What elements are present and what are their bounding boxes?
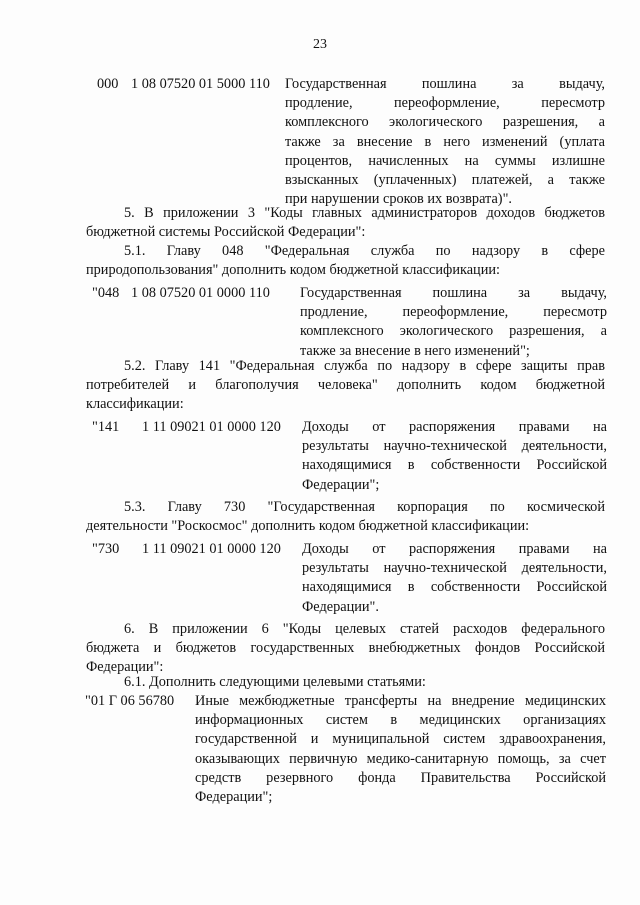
- entry-bk-code: 1 11 09021 01 0000 120: [142, 541, 281, 557]
- text-line: Государственная пошлина за выдачу,: [300, 285, 607, 301]
- text-line: 5.3. Главу 730 "Государственная корпорация по космической: [124, 499, 605, 515]
- text-line: находящимися в собственности Российской: [302, 579, 607, 596]
- text-line: продление, переоформление, пересмотр: [300, 304, 607, 321]
- text-line: также за внесение в него изменений (уплата: [285, 133, 605, 150]
- text-line: 6.1. Дополнить следующими целевыми статьями:: [124, 674, 426, 690]
- paragraph-section-6: [86, 620, 605, 678]
- paragraph-section-5-3: [86, 498, 605, 536]
- paragraph-section-5-2: [86, 357, 605, 415]
- entry-bk-code: 1 08 07520 01 0000 110: [131, 285, 270, 301]
- entry-description: [302, 418, 607, 495]
- text-line: процентов, начисленных на суммы излишне: [285, 152, 605, 169]
- text-line: результаты научно-технической деятельности,: [302, 560, 607, 577]
- entry-admin-code: "048: [92, 285, 120, 301]
- text-line: Федерации";: [195, 789, 273, 806]
- text-line: оказывающих первичную медико-санитарную помощь, за счет: [195, 750, 606, 767]
- text-line: бюджетной системы Российской Федерации":: [86, 224, 366, 241]
- text-line: средств резервного фонда Правительства Российской: [195, 769, 606, 786]
- text-line: Государственная пошлина за выдачу,: [285, 76, 605, 92]
- entry-description: [195, 692, 606, 807]
- entry-admin-code: "730: [92, 541, 120, 557]
- page-number: 23: [313, 37, 327, 52]
- text-line: 5.2. Главу 141 "Федеральная служба по надзору в сфере защиты прав: [124, 358, 605, 374]
- entry-admin-code: "141: [92, 419, 120, 435]
- text-line: деятельности "Роскосмос" дополнить кодом бюджетной классификации:: [86, 518, 530, 535]
- entry-description: [300, 284, 607, 361]
- entry-description: [302, 540, 607, 617]
- text-line: 5.1. Главу 048 "Федеральная служба по надзору в сфере: [124, 243, 605, 259]
- text-line: Доходы от распоряжения правами на: [302, 541, 607, 557]
- paragraph-section-5-1: [86, 242, 605, 280]
- entry-description: [285, 75, 605, 209]
- text-line: информационных систем в медицинских организациях: [195, 712, 606, 729]
- text-line: Федерации".: [302, 598, 379, 615]
- text-line: взысканных (уплаченных) платежей, а также: [285, 172, 605, 189]
- text-line: продление, переоформление, пересмотр: [285, 95, 605, 112]
- text-line: комплексного экологического разрешения, а: [285, 114, 605, 131]
- entry-bk-code: 1 11 09021 01 0000 120: [142, 419, 281, 435]
- text-line: комплексного экологического разрешения, а: [300, 323, 607, 340]
- text-line: Доходы от распоряжения правами на: [302, 419, 607, 435]
- text-line: 5. В приложении 3 "Коды главных администраторов доходов бюджетов: [124, 205, 605, 221]
- text-line: также за внесение в него изменений";: [300, 342, 530, 359]
- text-line: Федерации":: [86, 659, 164, 676]
- text-line: природопользования" дополнить кодом бюджетной классификации:: [86, 262, 500, 279]
- text-line: потребителей и благополучия человека" дополнить кодом бюджетной: [86, 377, 605, 394]
- text-line: 6. В приложении 6 "Коды целевых статей расходов федерального: [124, 621, 605, 637]
- entry-target-code: "01 Г 06 56780: [85, 693, 175, 709]
- text-line: государственной и муниципальной систем здравоохранения,: [195, 731, 606, 748]
- paragraph-section-6-1: [86, 673, 605, 692]
- text-line: при нарушении сроков их возврата)".: [285, 191, 512, 208]
- entry-admin-code: 000: [97, 76, 119, 92]
- text-line: результаты научно-технической деятельности,: [302, 438, 607, 455]
- text-line: находящимися в собственности Российской: [302, 457, 607, 474]
- paragraph-section-5: [86, 204, 605, 242]
- text-line: классификации:: [86, 396, 184, 413]
- text-line: Федерации";: [302, 476, 380, 493]
- text-line: Иные межбюджетные трансферты на внедрение медицинских: [195, 693, 606, 709]
- entry-bk-code: 1 08 07520 01 5000 110: [131, 76, 270, 92]
- text-line: бюджета и бюджетов государственных внебюджетных фондов Российской: [86, 640, 605, 657]
